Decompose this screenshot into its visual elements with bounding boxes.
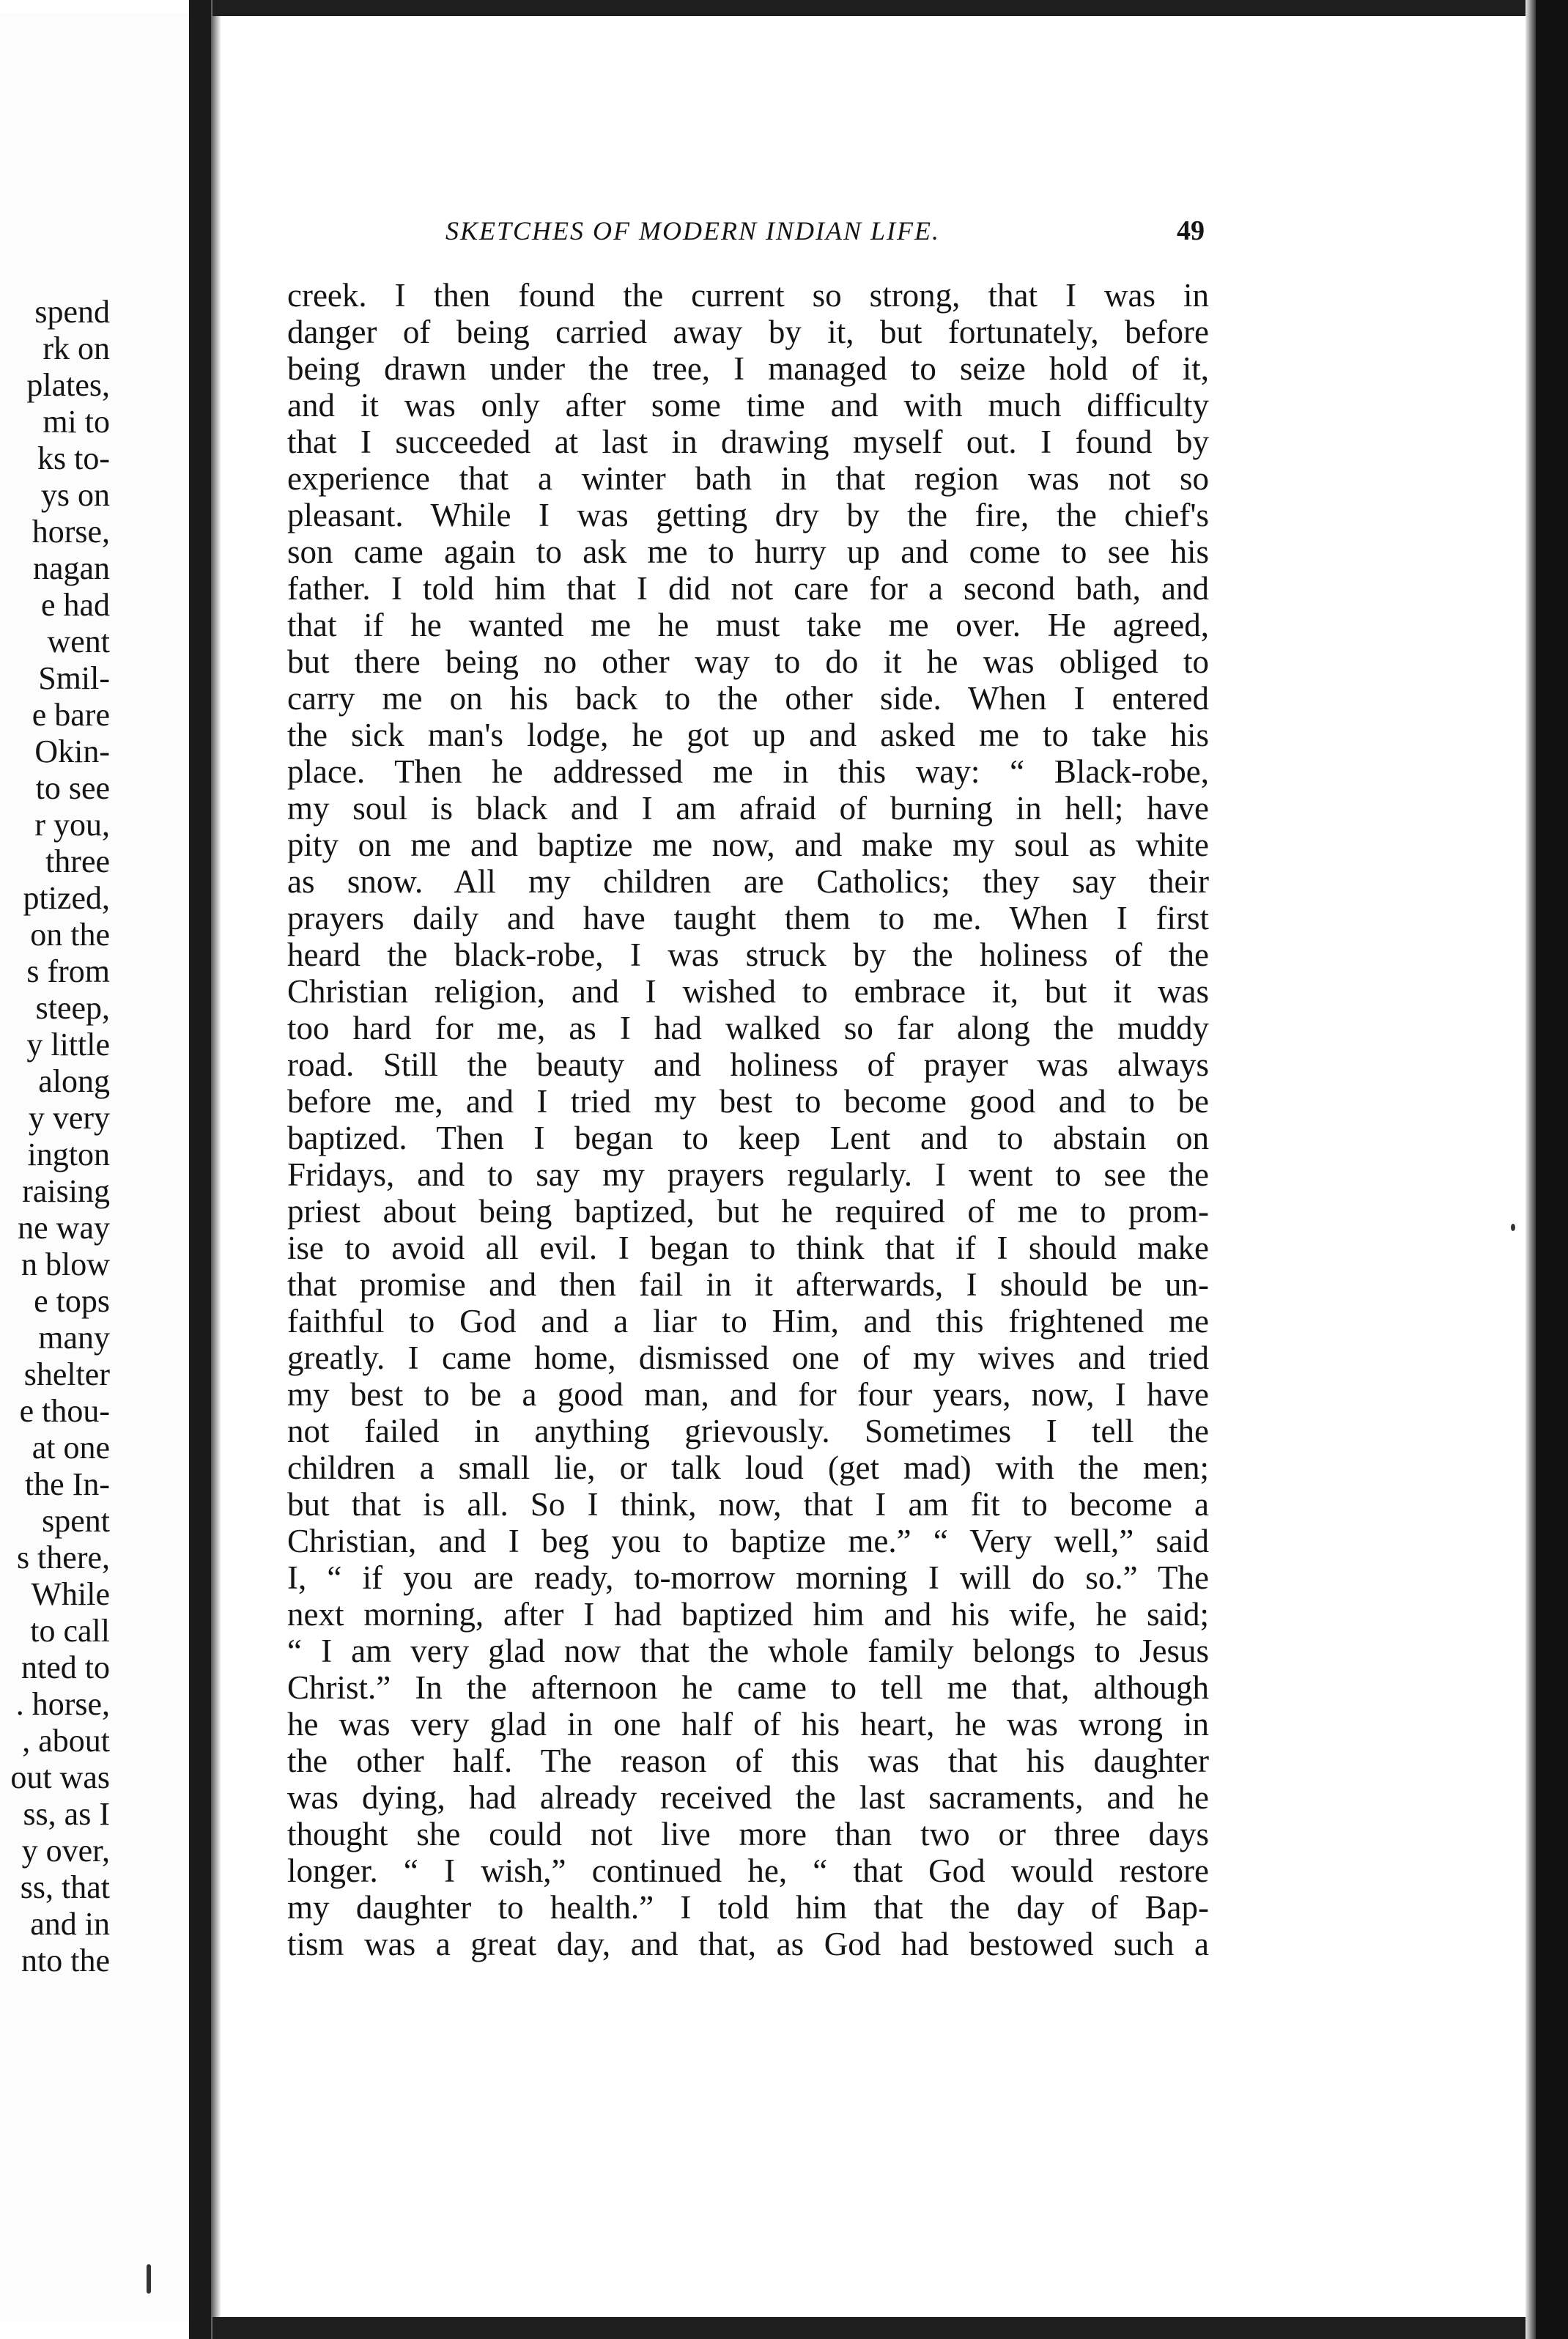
text-line: I, “ if you are ready, to-morrow morning I will do so.” The <box>287 1559 1209 1596</box>
left-page-line: horse, <box>32 514 110 550</box>
book-gutter <box>189 0 211 2339</box>
left-page-line: ne way <box>18 1210 110 1246</box>
text-line: the sick man's lodge, he got up and asked me to take his <box>287 717 1209 753</box>
left-page-line: out was <box>10 1759 110 1795</box>
text-line: pity on me and baptize me now, and make my soul as white <box>287 827 1209 863</box>
text-line: being drawn under the tree, I managed to seize hold of it, <box>287 350 1209 387</box>
text-line: creek. I then found the current so strong, that I was in <box>287 277 1209 314</box>
text-line: pleasant. While I was getting dry by the fire, the chief's <box>287 497 1209 533</box>
text-line: greatly. I came home, dismissed one of my wives and tried <box>287 1340 1209 1376</box>
scan-speck <box>1511 1224 1515 1231</box>
left-page-line: raising <box>22 1173 110 1209</box>
left-page-line: s there, <box>16 1540 110 1575</box>
text-line: son came again to ask me to hurry up and come to see his <box>287 533 1209 570</box>
text-line: Christian religion, and I wished to embrace it, but it was <box>287 973 1209 1010</box>
text-line: was dying, had already received the last sacraments, and he <box>287 1779 1209 1816</box>
text-line: ise to avoid all evil. I began to think that if I should make <box>287 1230 1209 1266</box>
left-page-line: nagan <box>32 550 110 586</box>
left-page-text <box>0 294 110 1979</box>
page-number: 49 <box>1177 215 1205 246</box>
text-line: the other half. The reason of this was that his daughter <box>287 1743 1209 1779</box>
text-line: my soul is black and I am afraid of burning in hell; have <box>287 790 1209 827</box>
left-page-line: spent <box>42 1503 110 1539</box>
gutter-shadow <box>211 0 221 2339</box>
text-line: father. I told him that I did not care for a second bath, and <box>287 570 1209 607</box>
left-page-line: e tops <box>34 1283 110 1319</box>
text-line: faithful to God and a liar to Him, and this frightened me <box>287 1303 1209 1340</box>
text-line: that if he wanted me he must take me over. He agreed, <box>287 607 1209 643</box>
text-line: he was very glad in one half of his heart, he was wrong in <box>287 1706 1209 1743</box>
left-page-line: r you, <box>34 807 110 843</box>
left-page-line: ss, that <box>20 1869 110 1905</box>
text-line: and it was only after some time and with much difficulty <box>287 387 1209 424</box>
left-page-line: on the <box>30 917 110 953</box>
scan-bottom-edge <box>212 2317 1536 2339</box>
text-line: but that is all. So I think, now, that I am fit to become a <box>287 1486 1209 1523</box>
text-line: place. Then he addressed me in this way: “ Black-robe, <box>287 753 1209 790</box>
left-page-line: ys on <box>40 477 110 513</box>
text-line: danger of being carried away by it, but fortunately, before <box>287 314 1209 350</box>
text-line: “ I am very glad now that the whole family belongs to Jesus <box>287 1633 1209 1669</box>
text-line: Christian, and I beg you to baptize me.” “ Very well,” said <box>287 1523 1209 1559</box>
left-page-line: to see <box>35 770 110 806</box>
scan-right-edge <box>1536 0 1568 2339</box>
left-page-line: ks to- <box>37 440 110 476</box>
text-line: priest about being baptized, but he required of me to prom- <box>287 1193 1209 1230</box>
text-line: as snow. All my children are Catholics; they say their <box>287 863 1209 900</box>
left-page-line: y little <box>26 1027 110 1063</box>
left-page-line: . horse, <box>15 1686 110 1722</box>
left-page-line: e thou- <box>19 1393 110 1429</box>
left-page-line: n blow <box>21 1246 110 1282</box>
running-title: SKETCHES OF MODERN INDIAN LIFE. <box>445 216 940 245</box>
left-page-line: steep, <box>35 990 110 1026</box>
left-page-line: ss, as I <box>23 1796 110 1832</box>
left-page-line: many <box>38 1320 110 1356</box>
left-page-line: nto the <box>21 1943 110 1978</box>
left-page-line: y very <box>28 1100 110 1136</box>
text-line: Christ.” In the afternoon he came to tell me that, although <box>287 1669 1209 1706</box>
text-line: but there being no other way to do it he was obliged to <box>287 643 1209 680</box>
left-page-line: at one <box>32 1430 110 1466</box>
left-page-line: While <box>31 1576 110 1612</box>
left-page-line: went <box>47 624 110 659</box>
text-line: longer. “ I wish,” continued he, “ that God would restore <box>287 1852 1209 1889</box>
text-line: my daughter to health.” I told him that the day of Bap- <box>287 1889 1209 1926</box>
left-page-line: Okin- <box>34 734 110 769</box>
left-page-line: plates, <box>26 367 110 403</box>
text-line: Fridays, and to say my prayers regularly. I went to see the <box>287 1156 1209 1193</box>
text-line: that promise and then fail in it afterwards, I should be un- <box>287 1266 1209 1303</box>
text-line: my best to be a good man, and for four years, now, I have <box>287 1376 1209 1413</box>
text-line: carry me on his back to the other side. When I entered <box>287 680 1209 717</box>
text-line: before me, and I tried my best to become good and to be <box>287 1083 1209 1120</box>
scan-speck <box>147 2264 151 2294</box>
text-line: children a small lie, or talk loud (get mad) with the men; <box>287 1449 1209 1486</box>
page-edge-shadow <box>1526 0 1536 2339</box>
body-text <box>287 277 1209 1962</box>
text-line: that I succeeded at last in drawing myself out. I found by <box>287 424 1209 460</box>
left-page-line: y over, <box>21 1833 110 1869</box>
left-page-line: e bare <box>32 697 110 733</box>
left-page-line: rk on <box>42 330 110 366</box>
text-line: next morning, after I had baptized him and his wife, he said; <box>287 1596 1209 1633</box>
text-line: baptized. Then I began to keep Lent and to abstain on <box>287 1120 1209 1156</box>
text-line: too hard for me, as I had walked so far along the muddy <box>287 1010 1209 1046</box>
text-line: thought she could not live more than two or three days <box>287 1816 1209 1852</box>
left-page-line: spend <box>34 294 110 330</box>
left-page-line: shelter <box>23 1356 110 1392</box>
text-line: road. Still the beauty and holiness of prayer was always <box>287 1046 1209 1083</box>
left-page-line: nted to <box>21 1649 110 1685</box>
left-page-line: the In- <box>24 1466 110 1502</box>
text-line: not failed in anything grievously. Sometimes I tell the <box>287 1413 1209 1449</box>
left-page-line: ington <box>27 1137 110 1172</box>
left-page-line: e had <box>40 587 110 623</box>
scan-top-edge <box>212 0 1536 16</box>
left-page-line: along <box>38 1063 110 1099</box>
text-line: heard the black-robe, I was struck by the holiness of the <box>287 936 1209 973</box>
left-page-line: mi to <box>42 404 110 440</box>
text-line: experience that a winter bath in that region was not so <box>287 460 1209 497</box>
text-line: tism was a great day, and that, as God had bestowed such a <box>287 1926 1209 1962</box>
left-page-line: Smil- <box>38 660 110 696</box>
left-page-line: ptized, <box>23 880 110 916</box>
left-page-line: three <box>45 843 110 879</box>
left-page-line: , about <box>22 1723 110 1759</box>
text-line: prayers daily and have taught them to me. When I first <box>287 900 1209 936</box>
left-page-line: and in <box>30 1906 110 1942</box>
left-page-line: s from <box>26 953 110 989</box>
left-facing-page <box>0 13 189 2321</box>
left-page-line: to call <box>30 1613 110 1649</box>
